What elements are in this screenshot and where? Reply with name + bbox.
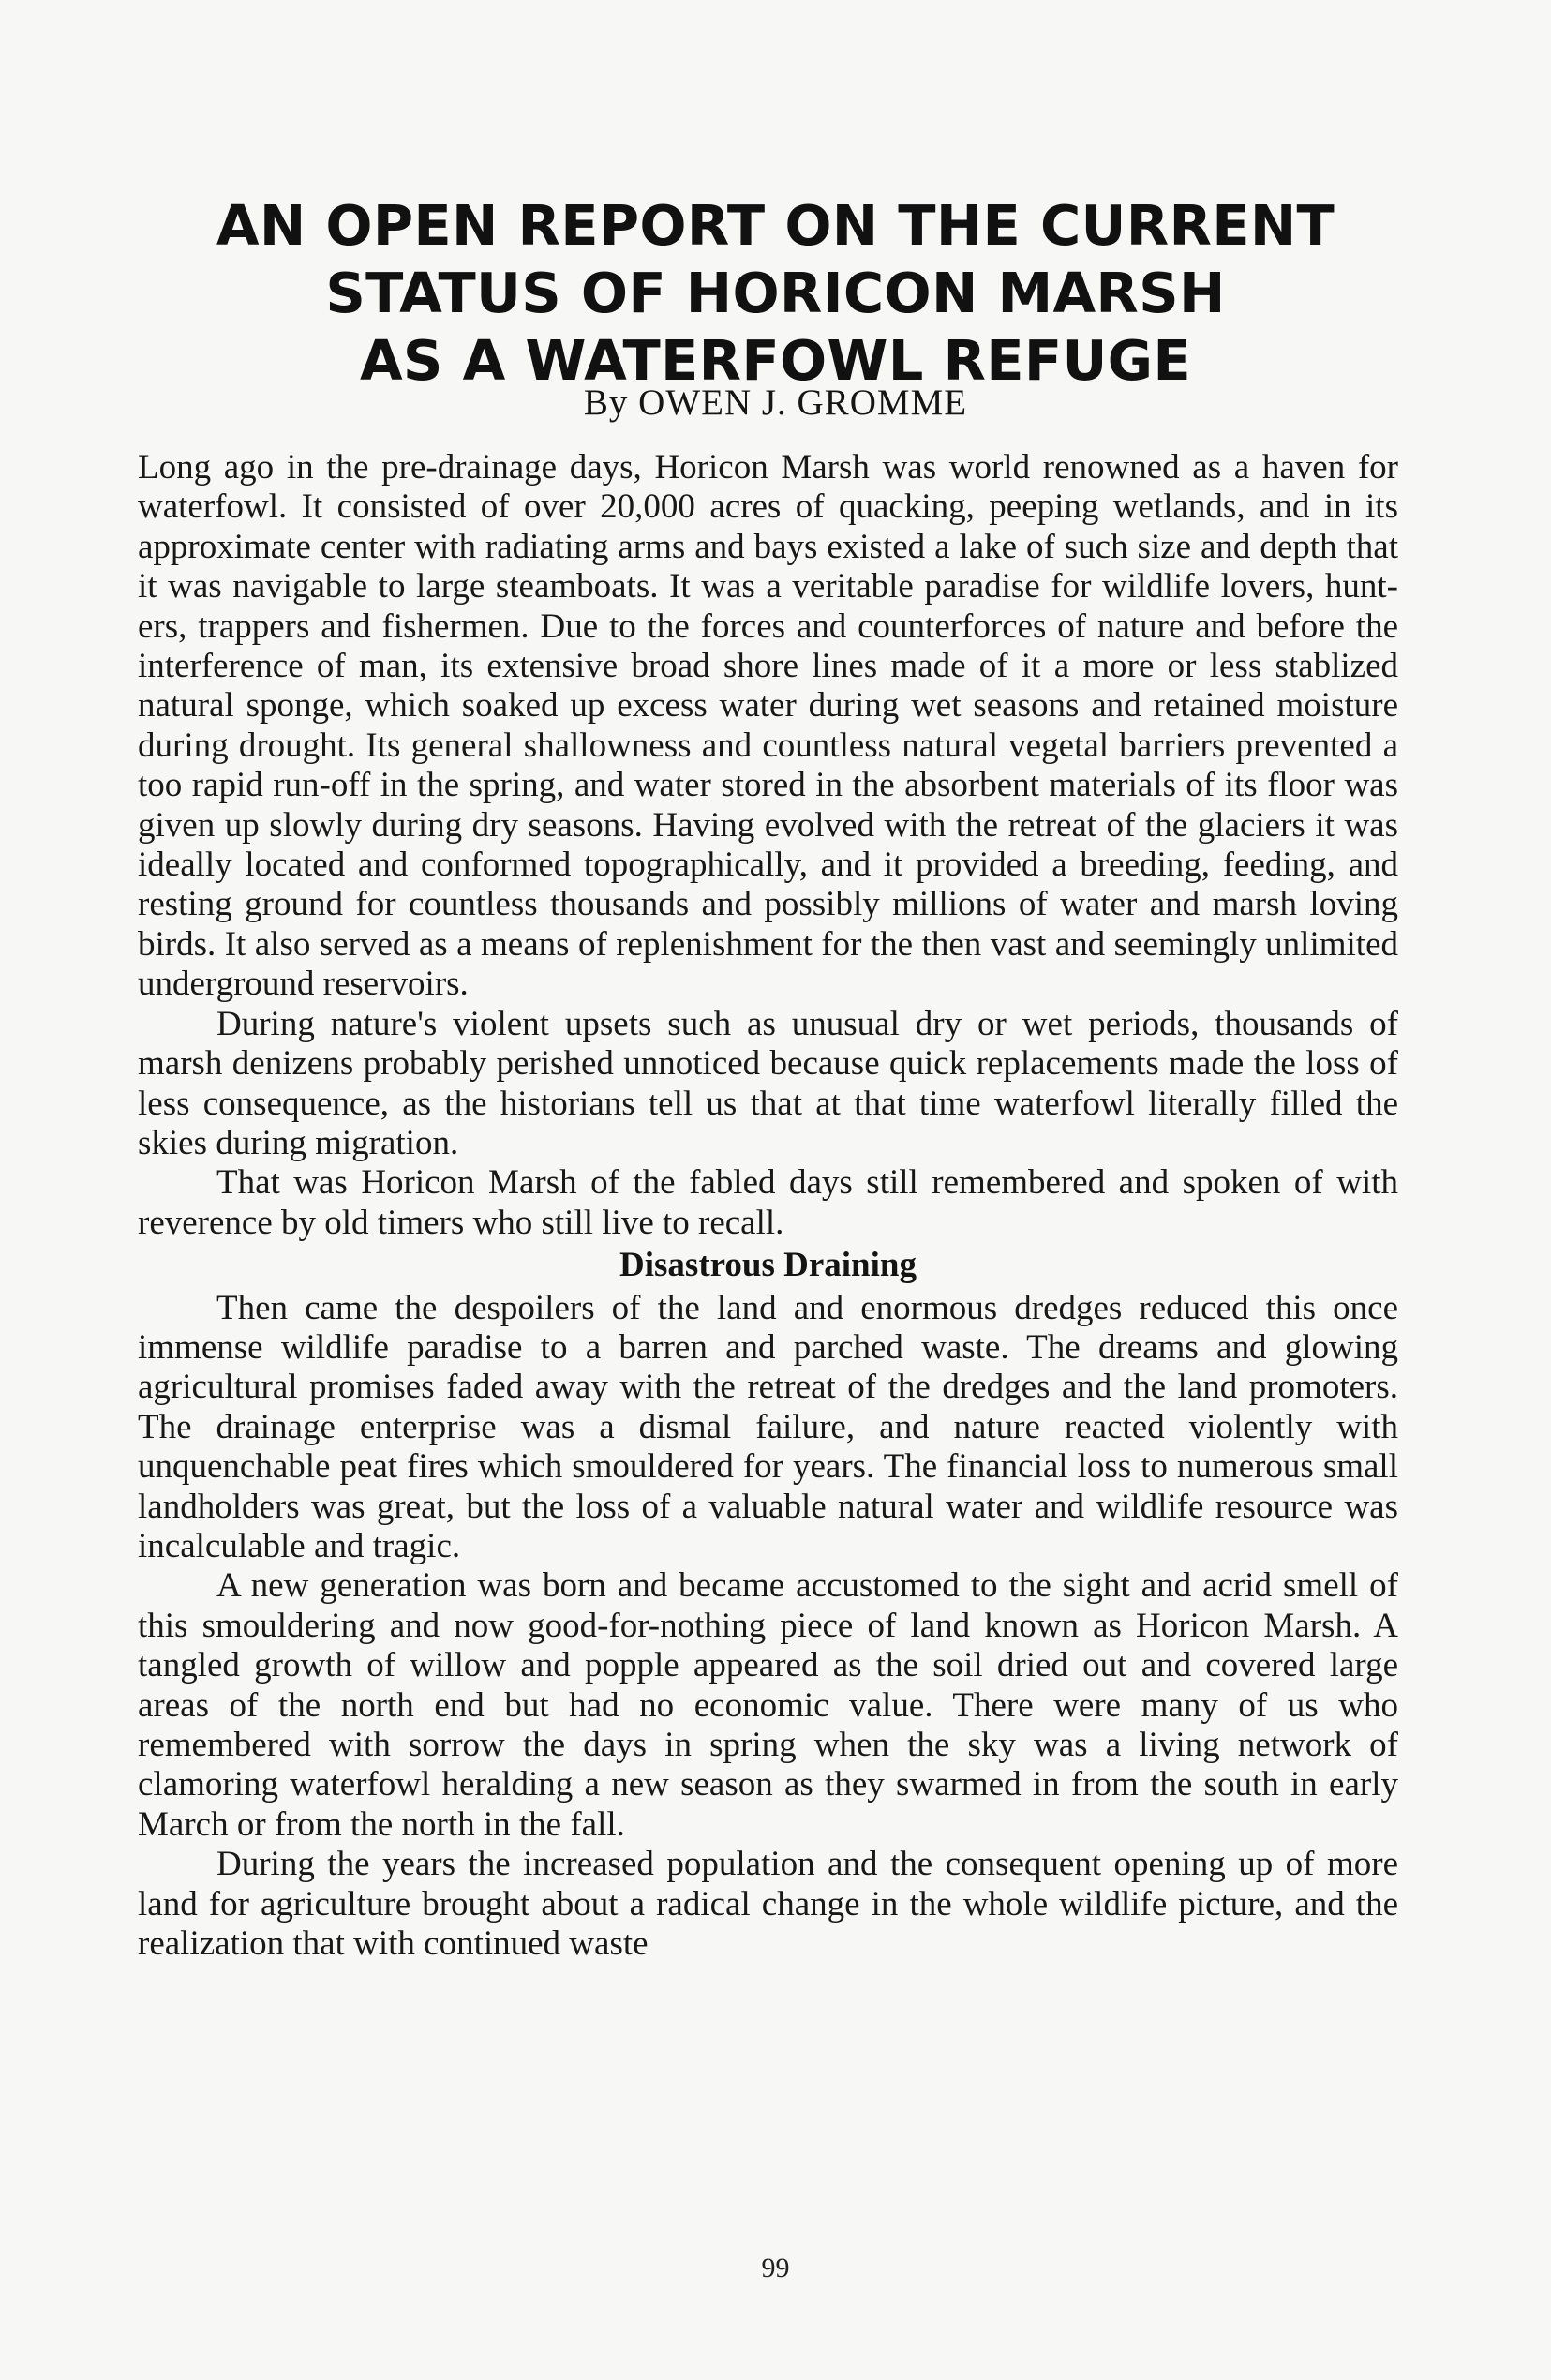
article-title: [169, 192, 1382, 395]
body-paragraph: During the years the increased population and the consequent opening up of more land for agriculture brought about a radical change in the whole wildlife picture, and the realization that with continued waste: [138, 1845, 1398, 1964]
author-byline: By OWEN J. GROMME: [583, 382, 968, 423]
section-heading: Disastrous Draining: [619, 1246, 917, 1285]
page-number: 99: [761, 2253, 790, 2283]
article-body: [138, 448, 1398, 1964]
title-line: AS A WATERFOWL REFUGE: [359, 327, 1192, 393]
title-line: STATUS OF HORICON MARSH: [325, 260, 1226, 325]
title-line: AN OPEN REPORT ON THE CURRENT: [216, 192, 1335, 258]
body-paragraph: During nature's violent upsets such as unusual dry or wet periods, thousands of marsh denizens probably perished unnoticed because quick replacements made the loss of less consequence, as the historians tell us that at that time waterfowl literally filled the skies during migration.: [138, 1004, 1398, 1162]
body-paragraph: That was Horicon Marsh of the fabled days still remembered and spoken of with reverence by old timers who still live to recall.: [138, 1163, 1398, 1242]
body-paragraph: Long ago in the pre-drainage days, Horicon Marsh was world renowned as a haven for waterfowl. It consisted of over 20,000 acres of quacking, peeping wetlands, and in its approximate center with radiating arms and bays existed a lake of such size and depth that it was navigable to large steamboats. It was a veritable paradise for wildlife lovers, hunters, trappers and fishermen. Due to the forces and counterforces of nature and before the interference of man, its extensive broad shore lines made of it a more or less stablized natural sponge, which soaked up excess water during wet seasons and retained moisture during drought. Its general shallowness and countless natural vegetal barriers prevented a too rapid run-off in the spring, and water stored in the absorbent materials of its floor was given up slowly during dry seasons. Having evolved with the retreat of the glaciers it was ideally located and conformed topographically, and it provided a breeding, feeding, and resting ground for countless thousands and possibly millions of water and marsh loving birds. It also served as a means of replenishment for the then vast and seemingly unlimited underground reservoirs.: [138, 448, 1398, 1004]
body-paragraph: A new generation was born and became accustomed to the sight and acrid smell of this smouldering and now good-for-nothing piece of land known as Horicon Marsh. A tangled growth of willow and popple appeared as the soil dried out and covered large areas of the north end but had no economic value. There were many of us who remembered with sorrow the days in spring when the sky was a living network of clamoring waterfowl heralding a new season as they swarmed in from the south in early March or from the north in the fall.: [138, 1566, 1398, 1844]
body-paragraph: Then came the despoilers of the land and enormous dredges reduced this once immense wildlife paradise to a barren and parched waste. The dreams and glowing agricultural promises faded away with the retreat of the dredges and the land promoters. The drainage enterprise was a dismal failure, and nature reacted violently with unquenchable peat fires which smouldered for years. The financial loss to numerous small landholders was great, but the loss of a valuable natural water and wildlife resource was incalculable and tragic.: [138, 1288, 1398, 1565]
